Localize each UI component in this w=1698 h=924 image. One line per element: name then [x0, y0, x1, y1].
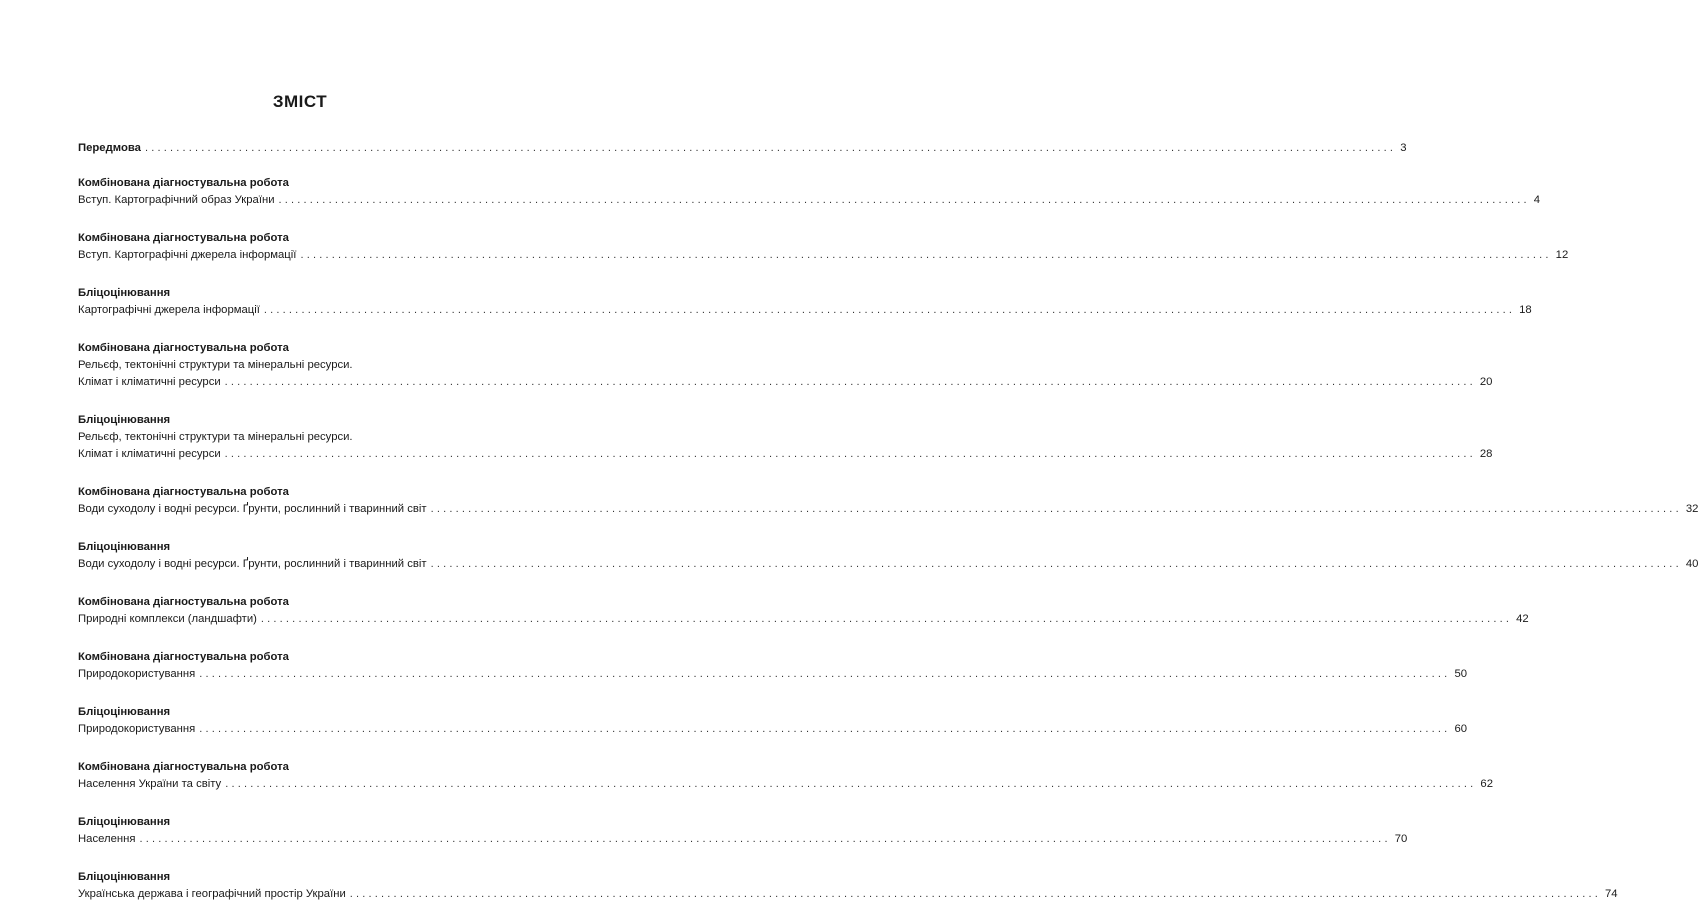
page-number: 40 [1685, 558, 1698, 570]
toc-entry-line [78, 776, 1493, 793]
toc-entry [78, 230, 1569, 264]
toc-entry-line [78, 302, 1532, 319]
toc-entry-heading: Бліцоцінювання [78, 871, 171, 883]
toc-entry-line [78, 247, 1569, 264]
toc-entry-line [78, 721, 1468, 738]
toc-entry-title: Природокористування [78, 668, 196, 680]
toc-entry-title: Передмова [78, 142, 141, 154]
page-number: 3 [1400, 142, 1407, 154]
toc-entry [78, 759, 1493, 793]
page-number: 42 [1516, 613, 1529, 625]
toc-entry-heading: Комбінована діагностувальна робота [78, 232, 289, 244]
toc-entry-line [78, 140, 1407, 157]
dot-leader: ........................................................................................................................................................................................................ [199, 723, 1451, 735]
page-number: 60 [1454, 723, 1468, 735]
toc-entry-line [78, 556, 1698, 573]
toc-entry-line [78, 666, 1468, 683]
toc-entry-title: Вступ. Картографічні джерела інформації [78, 249, 297, 261]
dot-leader: ........................................................................................................................................................................................................ [224, 448, 1476, 460]
toc-entry [78, 140, 1407, 157]
page-number: 70 [1394, 833, 1408, 845]
toc-entry [78, 285, 1532, 319]
toc-entry-title: Картографічні джерела інформації [78, 304, 260, 316]
toc-entry [78, 412, 1493, 463]
toc-entry-heading: Бліцоцінювання [78, 541, 171, 553]
page-number: 32 [1685, 503, 1698, 515]
toc-entry [78, 484, 1698, 518]
toc-entry [78, 175, 1541, 209]
toc-entry-heading: Бліцоцінювання [78, 414, 171, 426]
dot-leader: ........................................................................................................................................................................................................ [260, 613, 1513, 625]
toc-entry-subtitle: Рельєф, тектонічні структури та мінеральні ресурси. [78, 359, 353, 371]
page-number: 20 [1479, 376, 1493, 388]
toc-entry-title: Населення України та світу [78, 778, 222, 790]
toc-entry-title: Клімат і кліматичні ресурси [78, 376, 221, 388]
toc-entry-heading: Комбінована діагностувальна робота [78, 342, 289, 354]
toc-entry [78, 814, 1408, 848]
toc-entry-heading: Бліцоцінювання [78, 287, 171, 299]
toc-entry-title: Вступ. Картографічний образ України [78, 194, 275, 206]
dot-leader: ........................................................................................................................................................................................................ [224, 376, 1476, 388]
page-number: 50 [1454, 668, 1468, 680]
toc-entry-title: Природні комплекси (ландшафти) [78, 613, 257, 625]
toc-entry [78, 539, 1698, 573]
toc-entry-line [78, 611, 1529, 628]
dot-leader: ........................................................................................................................................................................................................ [263, 304, 1516, 316]
dot-leader: ........................................................................................................................................................................................................ [199, 668, 1451, 680]
toc-entry-line [78, 446, 1493, 463]
toc-entry-heading: Комбінована діагностувальна робота [78, 761, 289, 773]
toc-entry-heading: Комбінована діагностувальна робота [78, 177, 289, 189]
table-of-contents [78, 140, 1698, 924]
toc-entry-heading: Комбінована діагностувальна робота [78, 651, 289, 663]
dot-leader: ........................................................................................................................................................................................................ [300, 249, 1552, 261]
toc-entry-heading: Бліцоцінювання [78, 816, 171, 828]
dot-leader: ........................................................................................................................................................................................................ [144, 142, 1397, 154]
page-number: 62 [1480, 778, 1493, 790]
page-number: 28 [1479, 448, 1493, 460]
page-number: 18 [1519, 304, 1532, 316]
toc-entry-heading: Комбінована діагностувальна робота [78, 596, 289, 608]
toc-entry [78, 594, 1529, 628]
dot-leader: ........................................................................................................................................................................................................ [278, 194, 1530, 206]
toc-entry-title: Води суходолу і водні ресурси. Ґрунти, рослинний і тваринний світ [78, 503, 427, 515]
dot-leader: ........................................................................................................................................................................................................ [349, 888, 1601, 900]
toc-entry [78, 704, 1468, 738]
dot-leader: ........................................................................................................................................................................................................ [139, 833, 1391, 845]
page-number: 74 [1605, 888, 1618, 900]
toc-entry-title: Води суходолу і водні ресурси. Ґрунти, рослинний і тваринний світ [78, 558, 427, 570]
dot-leader: ........................................................................................................................................................................................................ [430, 558, 1682, 570]
toc-entry [78, 340, 1493, 391]
toc-entry-heading: Комбінована діагностувальна робота [78, 486, 289, 498]
toc-entry-title: Клімат і кліматичні ресурси [78, 448, 221, 460]
toc-entry-line [78, 374, 1493, 391]
toc-entry-line [78, 886, 1618, 903]
dot-leader: ........................................................................................................................................................................................................ [430, 503, 1682, 515]
toc-entry [78, 649, 1468, 683]
toc-entry-line [78, 192, 1541, 209]
page-number: 12 [1555, 249, 1569, 261]
page-number: 4 [1533, 194, 1541, 206]
toc-entry-title: Українська держава і географічний простір України [78, 888, 346, 900]
toc-entry-line [78, 501, 1698, 518]
dot-leader: ........................................................................................................................................................................................................ [225, 778, 1477, 790]
toc-entry-line [78, 831, 1408, 848]
toc-entry-subtitle: Рельєф, тектонічні структури та мінеральні ресурси. [78, 431, 353, 443]
toc-entry-heading: Бліцоцінювання [78, 706, 171, 718]
toc-entry-title: Населення [78, 833, 136, 845]
page-title: ЗМІСТ [272, 92, 328, 111]
toc-entry-title: Природокористування [78, 723, 196, 735]
toc-entry [78, 869, 1618, 903]
